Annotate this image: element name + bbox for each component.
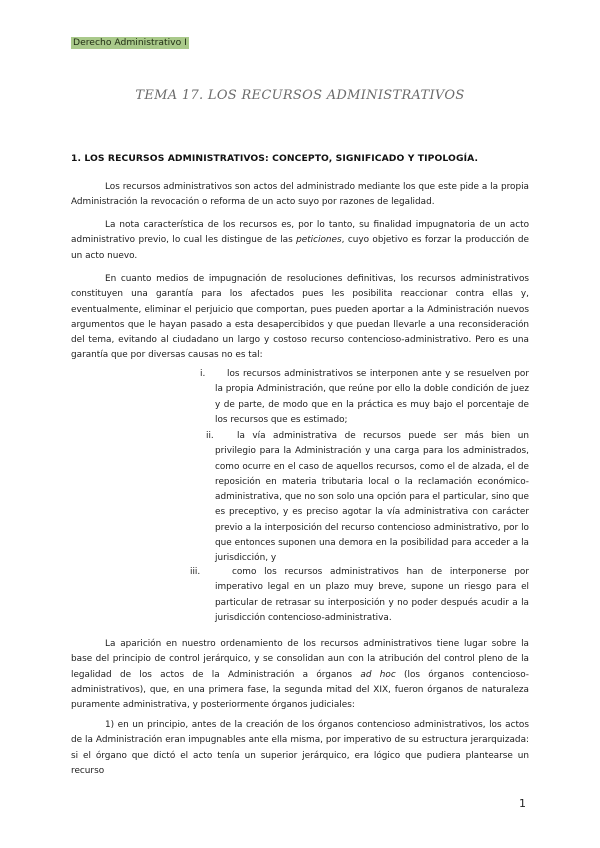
list-number-i: i. <box>200 369 206 379</box>
paragraph-history-1: 1) en un principio, antes de la creación de los órganos contencioso administrativos, los actos de la Administración eran impugnables ante ella misma, por imperativo de su estructura jerarquizada: si el órgano que dictó el acto tenía un superior jerárquico, era lógico que pudiera plantearse un recurso <box>71 720 529 776</box>
header-subject-tag: Derecho Administrativo I <box>73 37 187 48</box>
paragraph-guarantee: En cuanto medios de impugnación de resoluciones definitivas, los recursos administrativos constituyen una garantía para los afectados pues les posibilita reaccionar contra ellas y, eventualmente, eliminar el perjuicio que comportan, pues pueden aportar a la Administración nuevos argumentos que le hayan pasado a esta desapercibidos y que puedan llevarle a una reconsideración del tema, evitando al ciudadano un largo y costoso recurso contencioso-administrativo. Pero es una garantía que por diversas causas no es tal: <box>71 274 529 361</box>
list-item-iii: como los recursos administrativos han de interponerse por imperativo legal en un plazo muy breve, supone un riesgo para el particular de retrasar su interposición y no poder después acudir a la jurisdicción contencioso-administrativa. <box>215 567 529 623</box>
paragraph-characteristic-text-a: La nota característica de los recursos es, por lo tanto, su finalidad impugnatoria de un acto administrativo previo, lo cual les distingue de las <box>71 220 529 246</box>
list-item-i: los recursos administrativos se interponen ante y se resuelven por la propia Administración, que reúne por ello la doble condición de juez y de parte, de modo que en la práctica es muy bajo el porcentaje de los recursos que es estimado; <box>215 369 529 425</box>
paragraph-origin <box>71 637 529 713</box>
paragraph-characteristic-text-b: , cuyo objetivo es forzar la producción de un acto nuevo. <box>71 235 529 261</box>
chapter-title: TEMA 17. LOS RECURSOS ADMINISTRATIVOS <box>135 88 465 103</box>
section-heading: 1. LOS RECURSOS ADMINISTRATIVOS: CONCEPTO, SIGNIFICADO Y TIPOLOGÍA. <box>71 153 479 164</box>
list-number-iii: iii. <box>190 567 201 577</box>
paragraph-origin-text-b: (los órganos contencioso-administrativos), que, en una primera fase, la segunda mitad del XIX, fueron órganos de naturaleza puramente administrativa, y posteriormente órganos judiciales: <box>71 669 529 711</box>
paragraph-origin-text-a: La aparición en nuestro ordenamiento de los recursos administrativos tiene lugar sobre la base del principio de control jerárquico, y se consolidan aun con la atribución del control pleno de la legalidad de los actos de la Administración a órganos <box>71 639 529 680</box>
page-number: 1 <box>519 797 526 810</box>
list-number-ii: ii. <box>206 431 214 441</box>
list-item-ii: la vía administrativa de recursos puede ser más bien un privilegio para la Administración y una carga para los administrados, como ocurre en el caso de aquellos recursos, como el de alzada, el de reposición en materia tributaria local o la reclamación económico-administrativa, que no son solo una opción para el particular, sino que es preceptivo, y es preciso agotar la vía administrativa con carácter previo a la interposición del recurso contencioso administrativo, por lo que entonces suponen una demora en la posibilidad para acceder a la jurisdicción, y <box>215 431 530 564</box>
paragraph-characteristic <box>71 218 529 264</box>
peticiones-term: peticiones <box>296 235 342 246</box>
paragraph-definition: Los recursos administrativos son actos del administrado mediante los que este pide a la propia Administración la revocación o reforma de un acto suyo por razones de legalidad. <box>71 182 529 208</box>
ad-hoc-term: ad hoc <box>360 669 396 680</box>
